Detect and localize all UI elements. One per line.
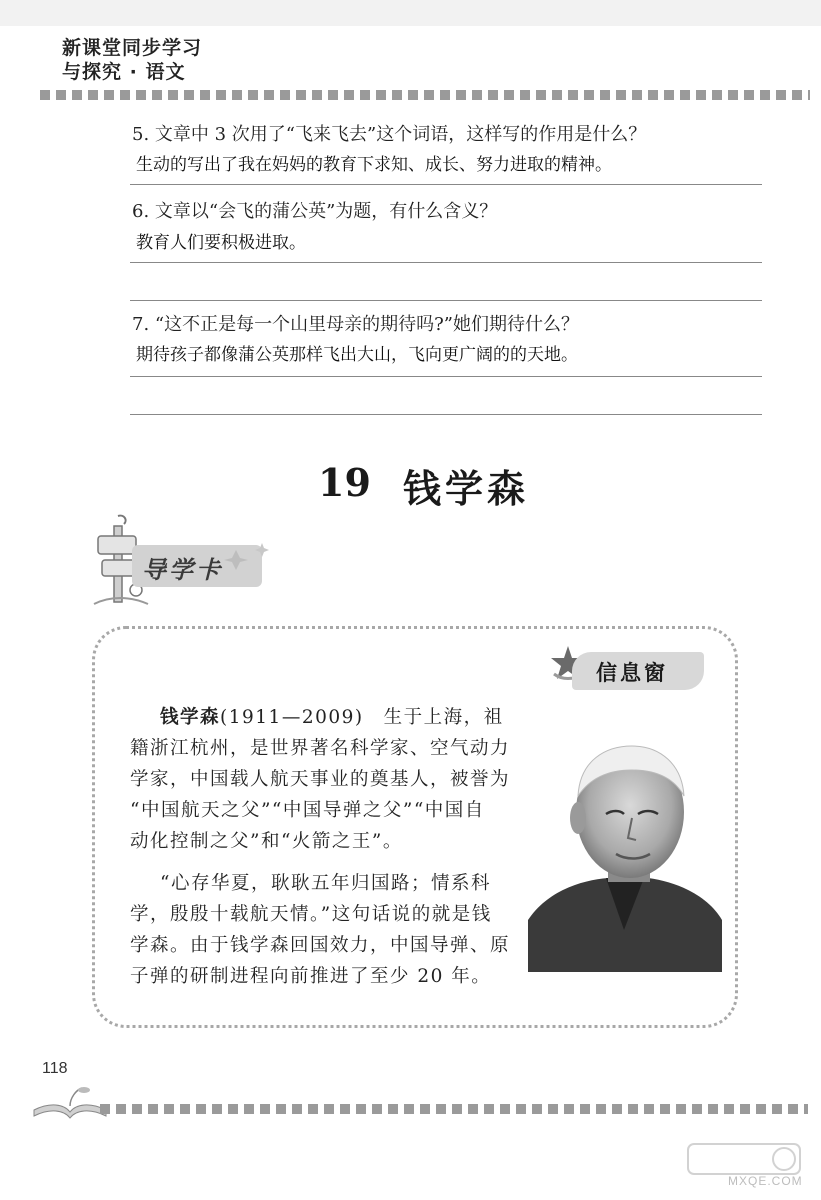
open-book-icon [30,1080,110,1120]
answer-line [130,376,762,377]
portrait-photo [528,730,722,972]
bio-line-2: 籍浙江杭州，是世界著名科学家、空气动力 [130,738,511,759]
sparkle-decoration-icon [222,540,282,570]
answer-line [130,300,762,301]
quote-line-1: “心存华夏，耿耿五年归国路；情系科 [160,873,491,894]
book-subject-title: 与探究 · 语文 [62,61,186,83]
guide-card-label: 导学卡 [142,556,223,584]
answer-line [130,414,762,415]
quote-line-4: 子弹的研制进程向前推进了至少 20 年。 [130,966,492,987]
lesson-title: 钱学森 [403,467,530,511]
bio-line-4: “中国航天之父”“中国导弹之父”“中国自 [130,800,485,821]
question-6: 6. 文章以“会飞的蒲公英”为题，有什么含义？ [132,201,498,222]
answer-line [130,184,762,185]
answer-line [130,262,762,263]
info-window-label: 信息窗 [596,660,668,685]
question-7: 7. “这不正是每一个山里母亲的期待吗?”她们期待什么？ [132,314,579,335]
footer-dash-band [100,1104,808,1114]
bio-line-1-text: (1911—2009) 生于上海，祖 [220,707,504,728]
watermark-text: MXQE.COM [728,1174,803,1188]
quote-line-3: 学森。由于钱学森回国效力，中国导弹、原 [130,935,511,956]
header-top-border [0,0,821,26]
page-number: 118 [42,1060,68,1077]
book-series-title: 新课堂同步学习 [62,37,203,59]
answer-5: 生动的写出了我在妈妈的教育下求知、成长、努力进取的精神。 [136,155,612,175]
person-name: 钱学森 [160,707,221,728]
header-dash-band [40,90,810,100]
answer-6: 教育人们要积极进取。 [136,233,306,253]
quote-line-2: 学，殷殷十载航天情。”这句话说的就是钱 [130,904,492,925]
bio-line-3: 学家，中国载人航天事业的奠基人，被誉为 [130,769,511,790]
lesson-number: 19 [318,460,371,505]
bio-line-5: 动化控制之父”和“火箭之王”。 [130,831,403,852]
question-5: 5. 文章中 3 次用了“飞来飞去”这个词语，这样写的作用是什么？ [132,124,647,145]
bio-line-1 [160,702,504,733]
answer-7: 期待孩子都像蒲公英那样飞出大山，飞向更广阔的的天地。 [136,345,578,365]
